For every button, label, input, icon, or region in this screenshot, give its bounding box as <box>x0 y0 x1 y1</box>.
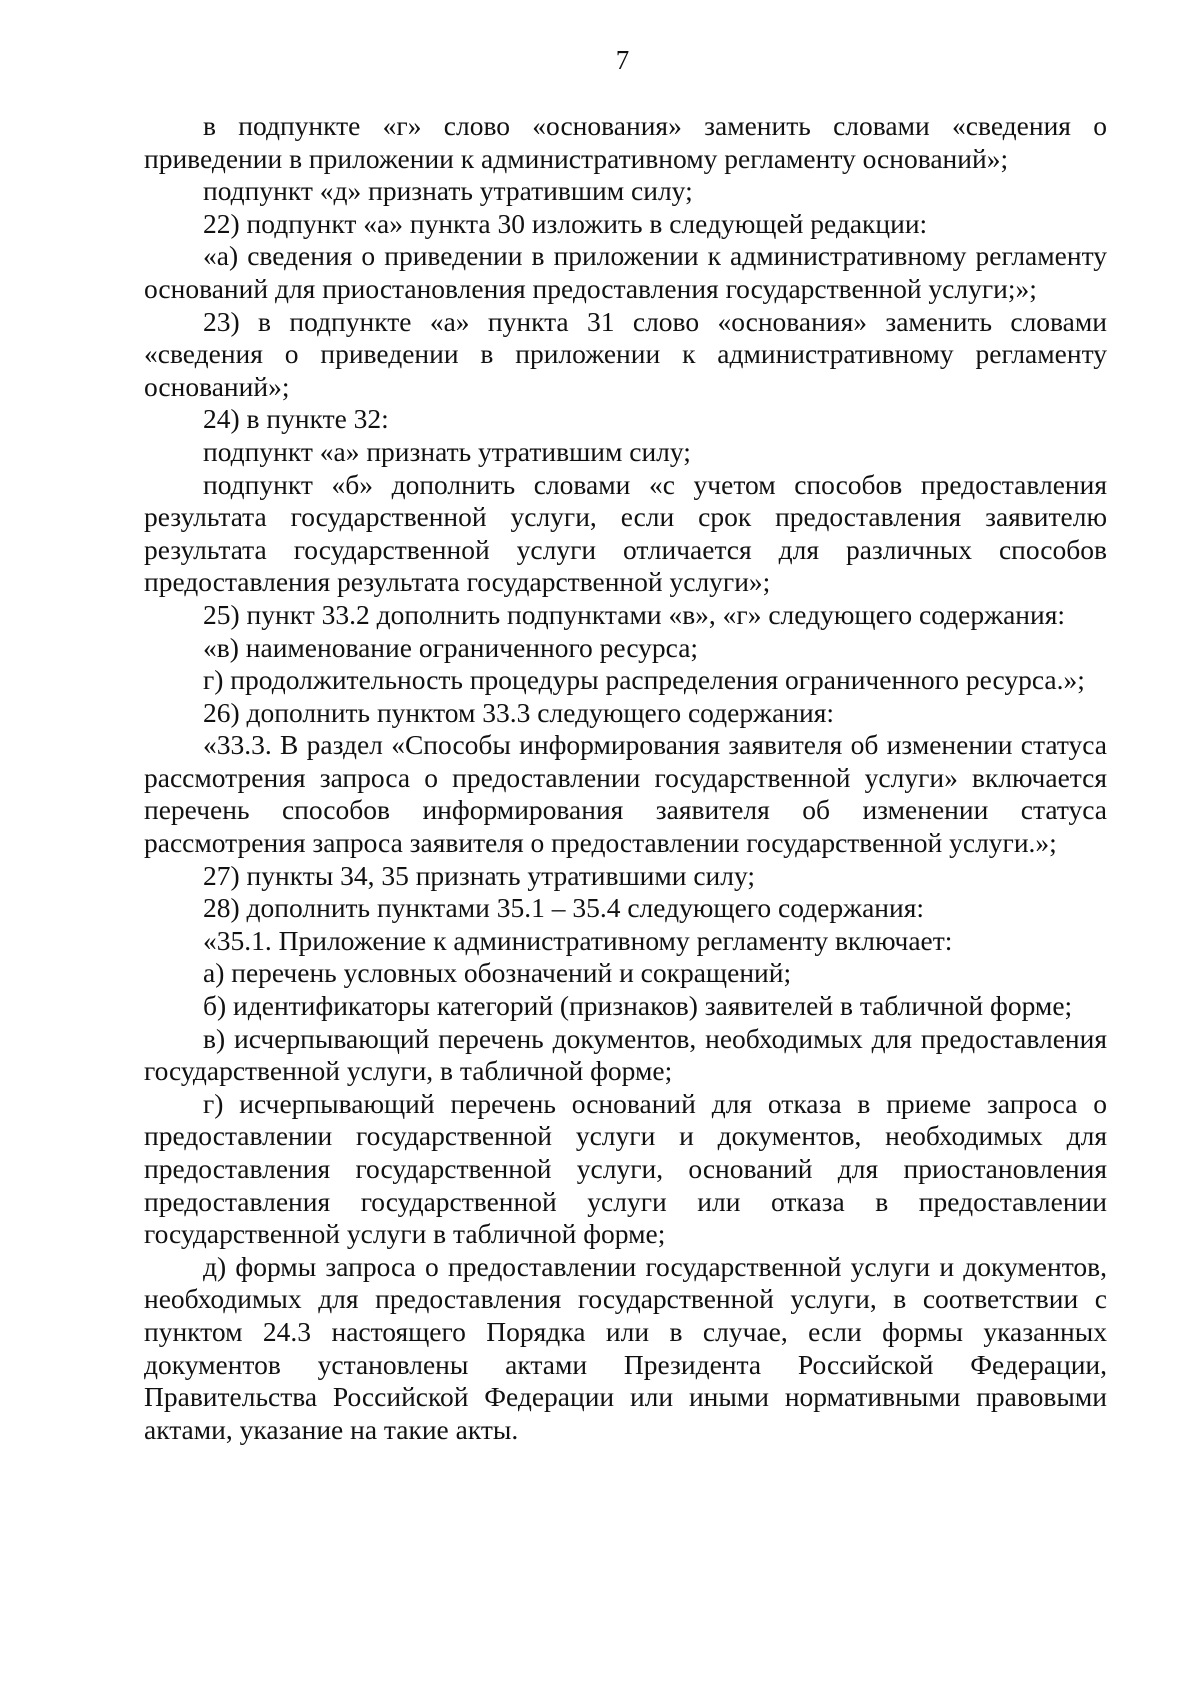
paragraph: д) формы запроса о предоставлении государственной услуги и документов, необходимых для предоставления государственной услуги, в соответствии с пунктом 24.3 настоящего Порядка или в случае, если формы указанных документов установлены актами Президента Российской Федерации, Правительства Российской Федерации или иными нормативными правовыми актами, указание на такие акты. <box>144 1250 1107 1445</box>
paragraph: «35.1. Приложение к административному регламенту включает: <box>203 924 953 956</box>
paragraph: «33.3. В раздел «Способы информирования заявителя об изменении статуса рассмотрения запроса о предоставлении государственной услуги» включается перечень способов информирования заявителя об изменении статуса рассмотрения запроса заявителя о предоставлении государственной услуги.»; <box>144 729 1107 859</box>
paragraph: 22) подпункт «а» пункта 30 изложить в следующей редакции: <box>203 207 928 239</box>
paragraph: 27) пункты 34, 35 признать утратившими силу; <box>203 859 756 891</box>
paragraph: 23) в подпункте «а» пункта 31 слово «основания» заменить словами «сведения о приведении в приложении к административному регламенту оснований»; <box>144 305 1107 402</box>
document-body <box>144 110 1107 1446</box>
paragraph: 26) дополнить пунктом 33.3 следующего содержания: <box>203 696 835 728</box>
paragraph: 25) пункт 33.2 дополнить подпунктами «в», «г» следующего содержания: <box>203 598 1066 630</box>
paragraph: в подпункте «г» слово «основания» заменить словами «сведения о приведении в приложении к административному регламенту оснований»; <box>144 110 1107 174</box>
paragraph: подпункт «а» признать утратившим силу; <box>203 435 691 467</box>
paragraph: «в) наименование ограниченного ресурса; <box>203 631 699 663</box>
paragraph: 28) дополнить пунктами 35.1 – 35.4 следующего содержания: <box>203 892 925 924</box>
paragraph: 24) в пункте 32: <box>203 403 389 435</box>
paragraph: подпункт «д» признать утратившим силу; <box>203 175 693 207</box>
paragraph: а) перечень условных обозначений и сокращений; <box>203 957 792 989</box>
paragraph: «а) сведения о приведении в приложении к административному регламенту оснований для приостановления предоставления государственной услуги;»; <box>144 240 1107 304</box>
paragraph: г) продолжительность процедуры распределения ограниченного ресурса.»; <box>203 664 1085 696</box>
paragraph: подпункт «б» дополнить словами «с учетом способов предоставления результата государственной услуги, если срок предоставления заявителю результата государственной услуги отличается для различных способов предоставления результата государственной услуги»; <box>144 468 1107 598</box>
page-number: 7 <box>615 45 630 75</box>
paragraph: в) исчерпывающий перечень документов, необходимых для предоставления государственной услуги, в табличной форме; <box>144 1022 1107 1087</box>
paragraph: б) идентификаторы категорий (признаков) заявителей в табличной форме; <box>203 990 1073 1022</box>
paragraph: г) исчерпывающий перечень оснований для отказа в приеме запроса о предоставлении государственной услуги и документов, необходимых для предоставления государственной услуги, оснований для приостановления предоставления государственной услуги или отказа в предоставлении государственной услуги в табличной форме; <box>144 1087 1107 1250</box>
